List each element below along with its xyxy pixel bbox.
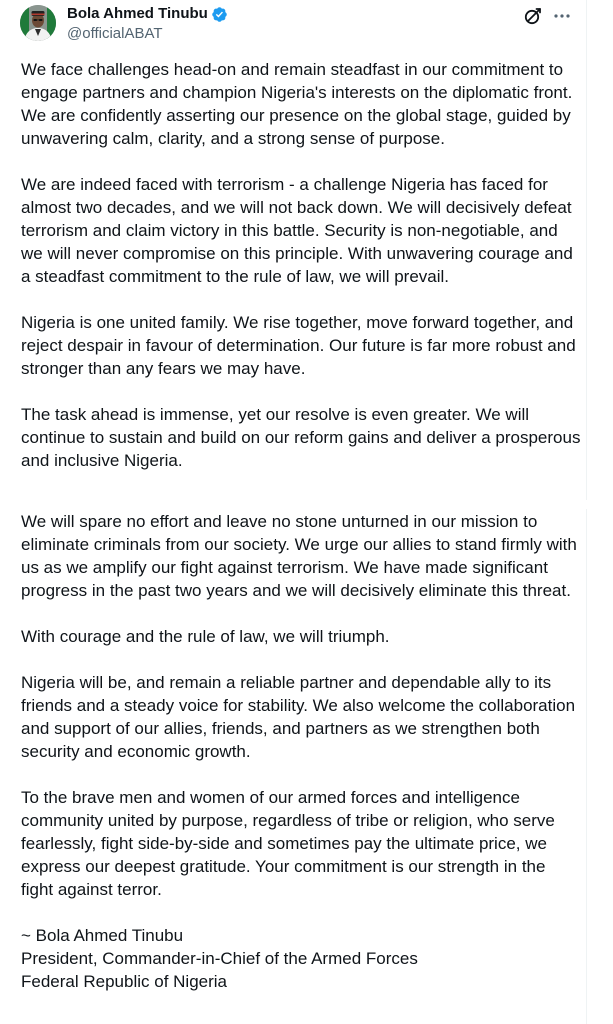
tweet-text-part-two <box>21 510 581 993</box>
verified-badge-icon[interactable] <box>211 6 228 23</box>
tweet-paragraph: The task ahead is immense, yet our resolve is even greater. We will continue to sustain and build on our reform gains and deliver a prosperous and inclusive Nigeria. <box>21 405 581 470</box>
signature-line-title: President, Commander-in-Chief of the Armed Forces <box>21 949 418 968</box>
author-name-row[interactable] <box>67 4 228 24</box>
tweet-header <box>0 0 587 48</box>
tweet-paragraph: We are indeed faced with terrorism - a challenge Nigeria has faced for almost two decades, and we will not back down. We will decisively defeat terrorism and claim victory in this battle. Security is non-negotiable, and we will never compromise on this principle. With unwavering courage and a steadfast commitment to the rule of law, we will prevail. <box>21 175 573 286</box>
tweet-paragraph: We face challenges head-on and remain steadfast in our commitment to engage partners and champion Nigeria's interests on the diplomatic front. We are confidently asserting our presence on the global stage, guided by unwavering calm, clarity, and a strong sense of purpose. <box>21 60 573 148</box>
tweet-paragraph: Nigeria is one united family. We rise together, move forward together, and reject despair in favour of determination. Our future is far more robust and stronger than any fears we may have. <box>21 313 576 378</box>
grok-icon[interactable] <box>522 5 544 27</box>
author-handle[interactable]: @officialABAT <box>67 25 163 42</box>
author-display-name[interactable]: Bola Ahmed Tinubu <box>67 5 208 22</box>
tweet-paragraph: Nigeria will be, and remain a reliable partner and dependable ally to its friends and a steady voice for stability. We also welcome the collaboration and support of our allies, friends, and partners as we strengthen both security and economic growth. <box>21 673 576 761</box>
avatar[interactable] <box>20 5 56 41</box>
signature-line-name: ~ Bola Ahmed Tinubu <box>21 926 184 945</box>
tweet-text-part-one <box>21 58 581 472</box>
section-divider <box>0 500 600 509</box>
more-icon[interactable] <box>551 5 573 27</box>
avatar-image <box>20 5 56 41</box>
tweet-paragraph: To the brave men and women of our armed forces and intelligence community united by purpose, regardless of tribe or religion, who serve fearlessly, fight side-by-side and sometimes pay the ultimate price, we express our deepest gratitude. Your commitment is our strength in the fight against terror. <box>21 788 555 899</box>
tweet-paragraph: With courage and the rule of law, we will triumph. <box>21 627 390 646</box>
tweet-paragraph: We will spare no effort and leave no stone unturned in our mission to eliminate criminals from our society. We urge our allies to stand firmly with us as we amplify our fight against terrorism. We have made significant progress in the past two years and we will decisively eliminate this threat. <box>21 512 577 600</box>
signature-line-country: Federal Republic of Nigeria <box>21 972 227 991</box>
